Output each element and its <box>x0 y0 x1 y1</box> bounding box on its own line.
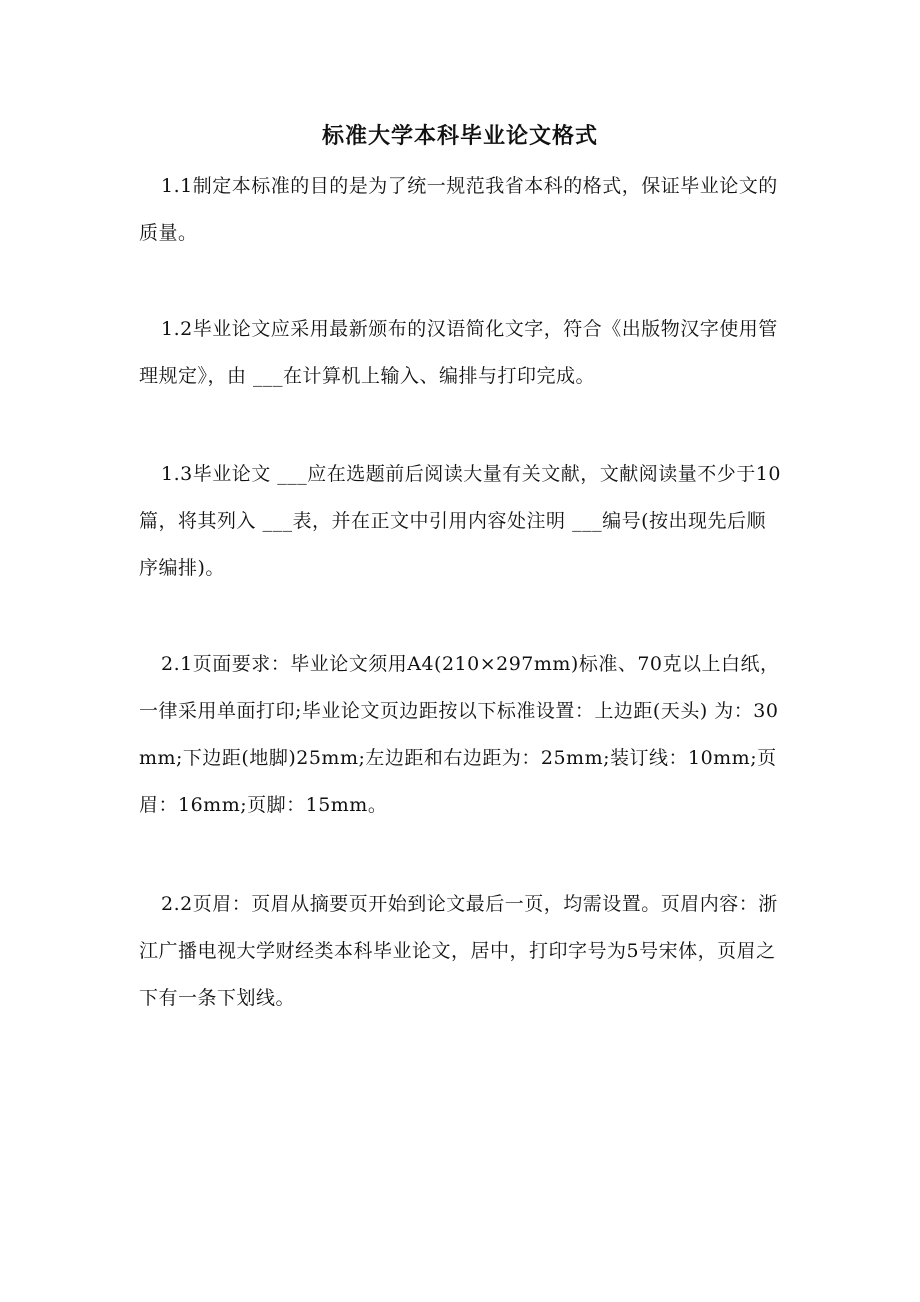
document-title: 标准大学本科毕业论文格式 <box>321 123 598 149</box>
paragraph-2-2: 2.2页眉：页眉从摘要页开始到论文最后一页，均需设置。页眉内容：浙江广播电视大学财经类本科毕业论文，居中，打印字号为5号宋体，页眉之下有一条下划线。 <box>139 893 778 1009</box>
paragraph-2-1: 2.1页面要求：毕业论文须用A4(210×297mm)标准、70克以上白纸，一律采用单面打印;毕业论文页边距按以下标准设置：上边距(天头) 为：30 mm;下边距(地脚)25mm;左边距和右边距为：25mm;装订线：10mm;页眉：16mm;页脚：15mm。 <box>139 653 780 816</box>
paragraph-1-2: 1.2毕业论文应采用最新颁布的汉语简化文字，符合《出版物汉字使用管理规定》，由 ___在计算机上输入、编排与打印完成。 <box>139 318 778 387</box>
paragraph-1-1: 1.1制定本标准的目的是为了统一规范我省本科的格式，保证毕业论文的质量。 <box>139 175 778 244</box>
paragraph-1-3: 1.3毕业论文 ___应在选题前后阅读大量有关文献，文献阅读量不少于10篇，将其列入 ___表，并在正文中引用内容处注明 ___编号(按出现先后顺序编排)。 <box>139 463 781 579</box>
